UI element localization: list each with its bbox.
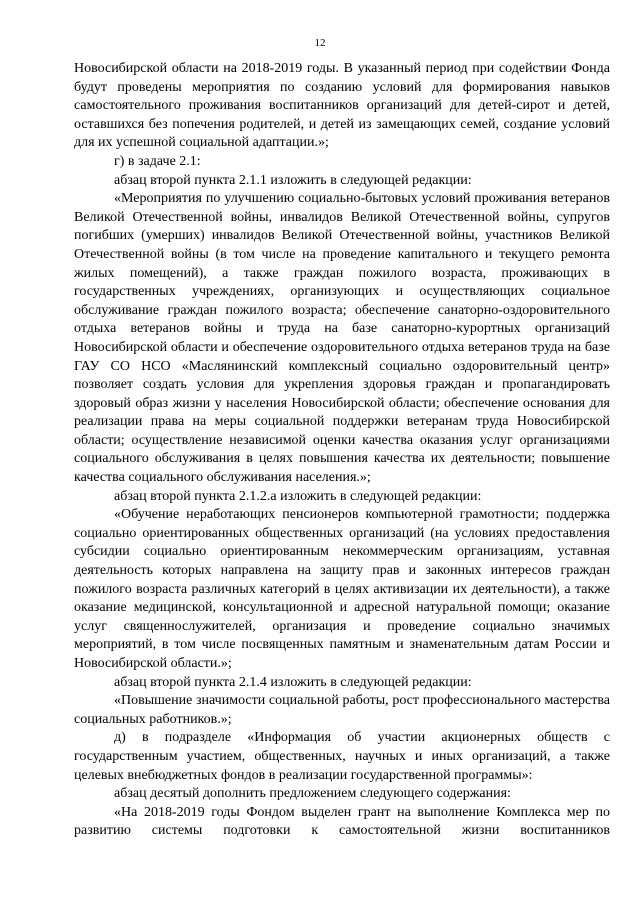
- paragraph-quote-2-1-4: «Повышение значимости социальной работы, рост профессионального мастерства социальных работников.»;: [74, 693, 610, 727]
- paragraph-quote-2-1-1: «Мероприятия по улучшению социально-бытовых условий проживания ветеранов Великой Отечественной войны, инвалидов Великой Отечественной войны, супругов погибших (умерших) инвалидов Великой Отечественной войны, участников Великой Отечественной войны (в том числе на проведение капитального и текущего ремонта жилых помещений), а также граждан пожилого возраста, проживающих в государственных учреждениях, организующих и осуществляющих социальное обслуживание граждан пожилого возраста; обеспечение санаторно-оздоровительного отдыха ветеранов войны и труда на базе санаторно-курортных организаций Новосибирской области и обеспечение оздоровительного отдыха ветеранов труда на базе ГАУ СО НСО «Маслянинский комплексный социально оздоровительный центр» позволяет создать условия для укрепления здоровья граждан и пропагандировать здоровый образ жизни у населения Новосибирской области; обеспечение основания для реализации права на меры социальной поддержки ветеранам труда Новосибирской области; осуществление независимой оценки качества оказания услуг организациями социального обслуживания в целях повышения качества их деятельности; повышение качества социального обслуживания населения.»;: [74, 191, 610, 486]
- paragraph-amendment-tenth: абзац десятый дополнить предложением следующего содержания:: [114, 786, 511, 802]
- paragraph-amendment-2-1-4: абзац второй пункта 2.1.4 изложить в следующей редакции:: [114, 674, 472, 690]
- paragraph-subsection-g: г) в задаче 2.1:: [114, 153, 201, 169]
- document-body: [74, 60, 610, 841]
- paragraph-quote-2-1-2a: «Обучение неработающих пенсионеров компьютерной грамотности; поддержка социально ориентированных общественных организаций (на условиях предоставления субсидии социально ориентированным некоммерческим организациям, уставная деятельность которых направлена на защиту прав и законных интересов граждан пожилого возраста различных категорий в целях активизации их деятельности), а также оказание медицинской, консультационной и адресной натуральной помощи; оказание услуг священнослужителей, организация и проведение социально значимых мероприятий, в том числе посвященных памятным и знаменательным датам России и Новосибирской области.»;: [74, 507, 610, 671]
- paragraph-quote-grant: «На 2018-2019 годы Фондом выделен грант на выполнение Комплекса мер по развитию системы подготовки к самостоятельной жизни воспитанников: [74, 804, 610, 839]
- page-number: 12: [314, 37, 326, 49]
- paragraph-amendment-2-1-2a: абзац второй пункта 2.1.2.а изложить в следующей редакции:: [114, 488, 482, 504]
- paragraph-continuation: Новосибирской области на 2018-2019 годы. В указанный период при содействии Фонда будут проведены мероприятия по созданию условий для формирования навыков самостоятельного проживания воспитанников организаций для детей-сирот и детей, оставшихся без попечения родителей, и детей из замещающих семей, создание условий для их успешной социальной адаптации.»;: [74, 61, 610, 151]
- paragraph-subsection-d: д) в подразделе «Информация об участии акционерных обществ с государственным участием, общественных, научных и иных организаций, а также целевых внебюджетных фондов в реализации государственной программы»:: [74, 730, 610, 783]
- paragraph-amendment-2-1-1: абзац второй пункта 2.1.1 изложить в следующей редакции:: [114, 172, 472, 188]
